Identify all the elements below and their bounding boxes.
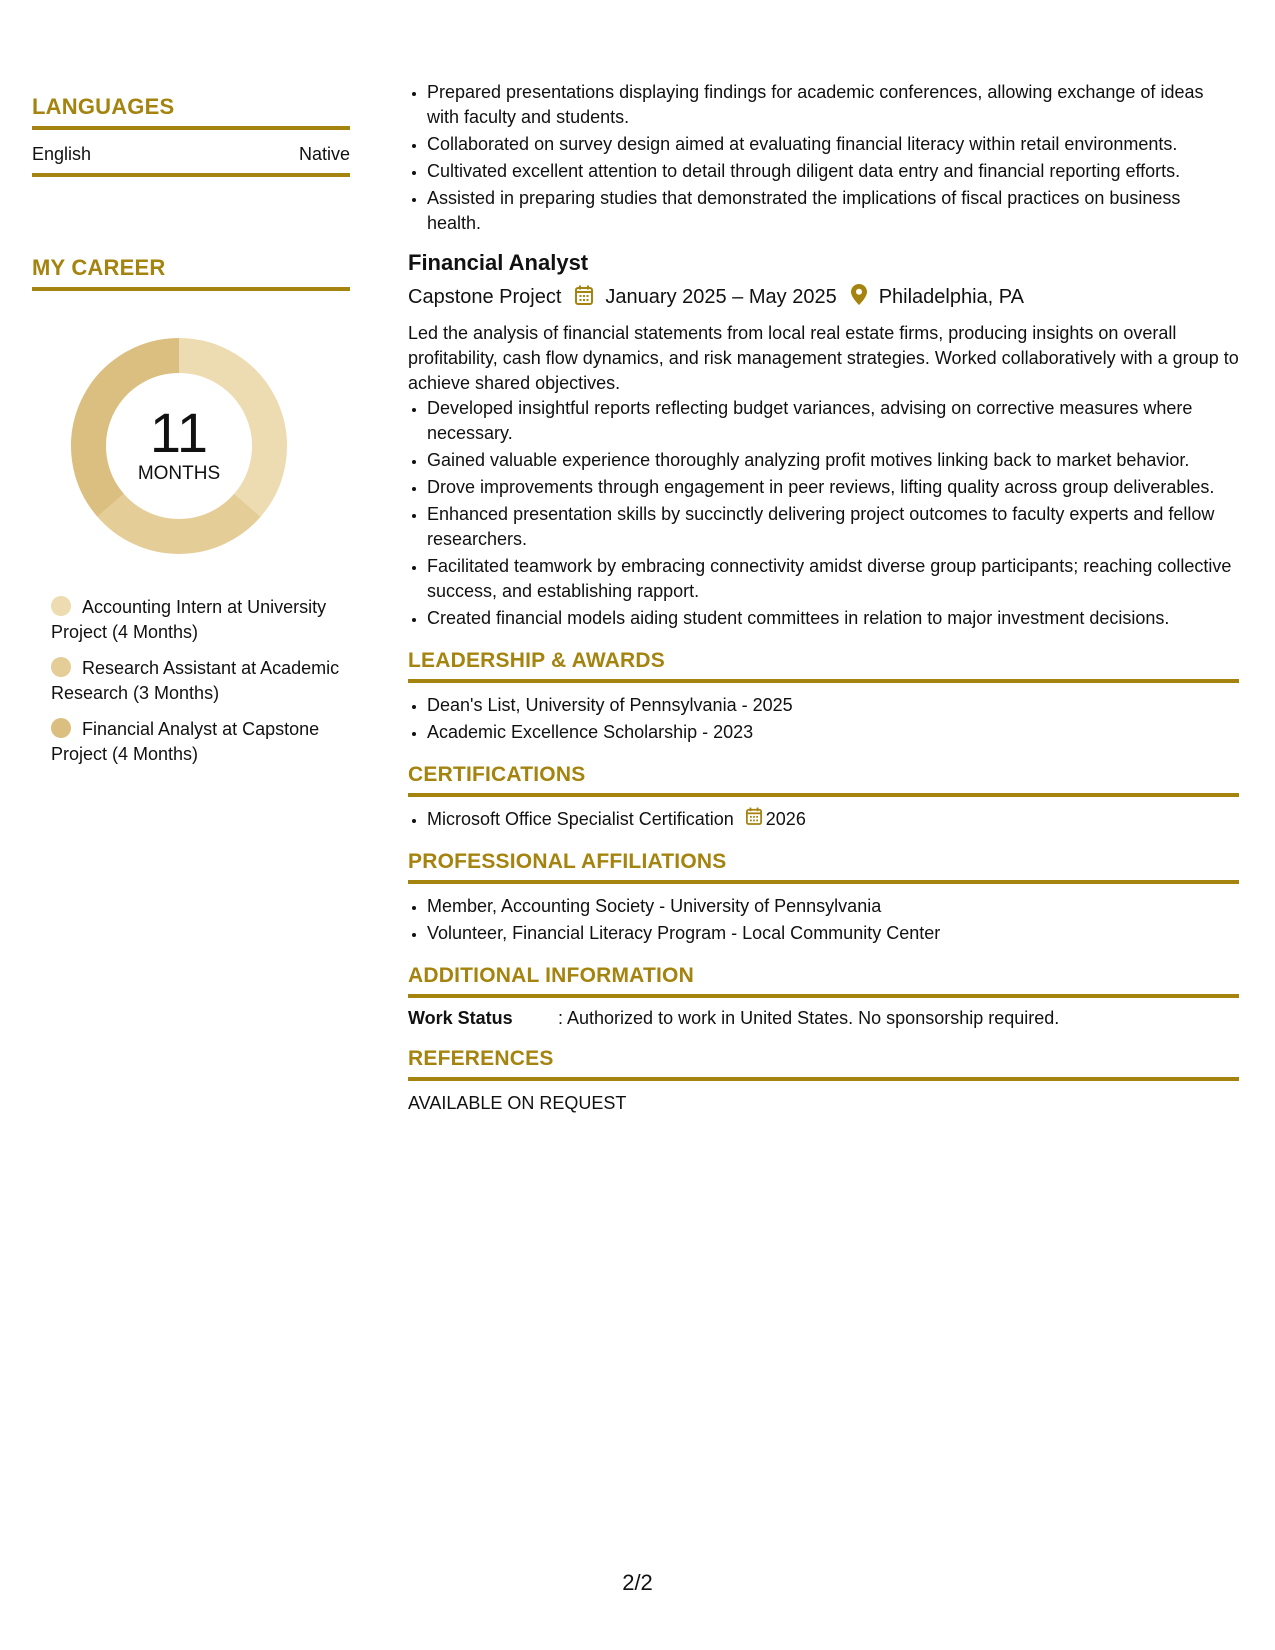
- bullet-item: • Assisted in preparing studies that demonstrated the implications of fiscal practices on business health.: [427, 186, 1239, 236]
- job-meta: [408, 284, 1239, 311]
- calendar-icon: [746, 807, 762, 832]
- donut-total-number: 11: [149, 401, 209, 464]
- donut-segment-1: [111, 505, 248, 536]
- certifications-list: [408, 807, 1239, 832]
- references-section: [408, 1047, 1239, 1114]
- career-heading: MY CAREER: [32, 255, 350, 291]
- language-level: Native: [298, 144, 350, 164]
- legend-item: [51, 656, 350, 706]
- bullet-item: • Cultivated excellent attention to detail through diligent data entry and financial reporting efforts.: [427, 159, 1239, 184]
- bullet-item: • Prepared presentations displaying findings for academic conferences, allowing exchange of ideas with faculty and students.: [427, 80, 1239, 130]
- references-heading: REFERENCES: [408, 1047, 1239, 1081]
- affiliation-item: • Volunteer, Financial Literacy Program - Local Community Center: [427, 921, 1239, 946]
- legend-dot: [51, 596, 71, 616]
- job-location: Philadelphia, PA: [878, 286, 1024, 308]
- donut-total-unit: MONTHS: [137, 463, 221, 484]
- career-donut-chart: [66, 333, 292, 559]
- affiliations-list: [408, 894, 1239, 946]
- language-name: English: [32, 144, 92, 164]
- legend-label: Accounting Intern at University Project (4 Months): [51, 597, 327, 642]
- left-column: [32, 94, 350, 778]
- right-column: [408, 80, 1239, 1114]
- leadership-list: [408, 693, 1239, 745]
- job-company: Capstone Project: [408, 286, 562, 308]
- leadership-heading: LEADERSHIP & AWARDS: [408, 649, 1239, 683]
- certification-name: • Microsoft Office Specialist Certification: [427, 809, 734, 829]
- job-dates: January 2025 – May 2025: [605, 286, 837, 308]
- previous-job-bullets: [408, 80, 1239, 236]
- affiliation-item: • Member, Accounting Society - University of Pennsylvania: [427, 894, 1239, 919]
- bullet-item: • Gained valuable experience thoroughly analyzing profit motives linking back to market behavior.: [427, 448, 1239, 473]
- work-status-label: Work Status: [408, 1008, 513, 1028]
- legend-item: [51, 717, 350, 767]
- certification-item: [427, 807, 1239, 832]
- bullet-item: • Collaborated on survey design aimed at evaluating financial literacy within retail environments.: [427, 132, 1239, 157]
- additional-heading: ADDITIONAL INFORMATION: [408, 964, 1239, 998]
- affiliations-heading: PROFESSIONAL AFFILIATIONS: [408, 850, 1239, 884]
- certifications-heading: CERTIFICATIONS: [408, 763, 1239, 797]
- job-bullets: [408, 396, 1239, 631]
- bullet-item: • Facilitated teamwork by embracing connectivity amidst diverse group participants; reaching collective success, and establishing rapport.: [427, 554, 1239, 604]
- award-item: • Dean's List, University of Pennsylvania - 2025: [427, 693, 1239, 718]
- job-description: Led the analysis of financial statements from local real estate firms, producing insights on overall profitability, cash flow dynamics, and risk management strategies. Worked collaboratively with a group to achieve shared objectives.: [408, 323, 1239, 393]
- legend-label: Research Assistant at Academic Research (3 Months): [51, 658, 340, 703]
- career-section: [32, 255, 350, 767]
- bullet-item: • Developed insightful reports reflecting budget variances, advising on corrective measures where necessary.: [427, 396, 1239, 446]
- additional-section: [408, 964, 1239, 1029]
- page-number: 2/2: [622, 1570, 653, 1595]
- certification-year: 2026: [765, 809, 806, 829]
- bullet-item: • Enhanced presentation skills by succinctly delivering project outcomes to faculty experts and fellow researchers.: [427, 502, 1239, 552]
- job-entry: [408, 250, 1239, 631]
- legend-dot: [51, 718, 71, 738]
- work-status-row: [408, 1008, 1239, 1029]
- career-legend: [32, 595, 350, 767]
- language-row: [32, 130, 350, 177]
- job-title: Financial Analyst: [408, 250, 589, 275]
- languages-heading: LANGUAGES: [32, 94, 350, 130]
- legend-item: [51, 595, 350, 645]
- map-pin-icon: [851, 284, 867, 311]
- references-text: AVAILABLE ON REQUEST: [408, 1093, 627, 1113]
- donut-center: [66, 401, 292, 485]
- leadership-section: [408, 649, 1239, 745]
- work-status-value: : Authorized to work in United States. No sponsorship required.: [558, 1008, 1060, 1028]
- legend-dot: [51, 657, 71, 677]
- languages-section: [32, 94, 350, 177]
- affiliations-section: [408, 850, 1239, 946]
- calendar-icon: [575, 285, 593, 311]
- bullet-item: • Created financial models aiding student committees in relation to major investment decisions.: [427, 606, 1239, 631]
- award-item: • Academic Excellence Scholarship - 2023: [427, 720, 1239, 745]
- legend-label: Financial Analyst at Capstone Project (4 Months): [51, 719, 320, 764]
- certifications-section: [408, 763, 1239, 832]
- bullet-item: • Drove improvements through engagement in peer reviews, lifting quality across group deliverables.: [427, 475, 1239, 500]
